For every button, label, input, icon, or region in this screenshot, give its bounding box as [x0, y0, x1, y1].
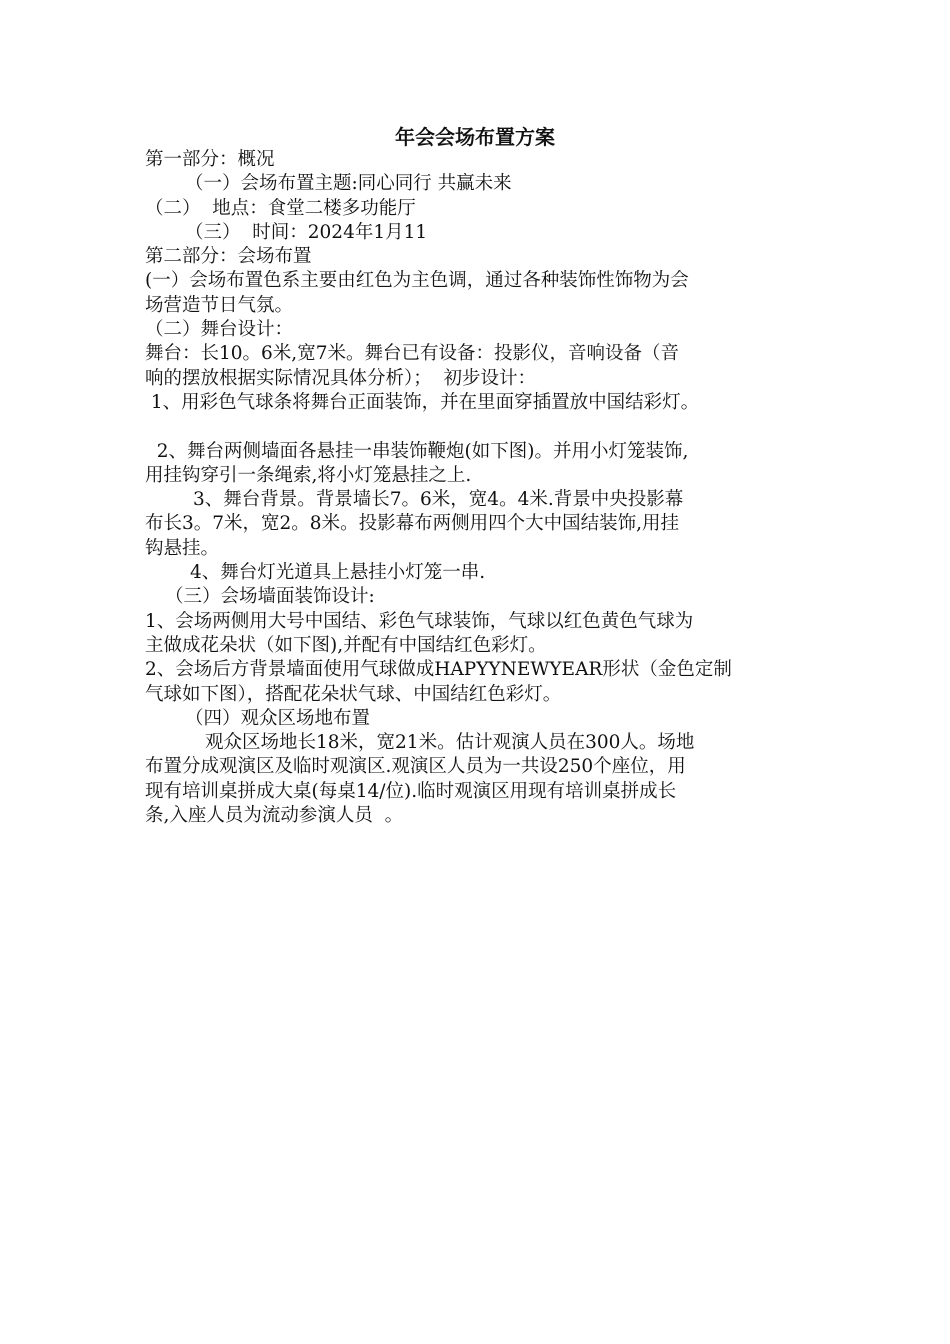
paragraph-line: 1、会场两侧用大号中国结、彩色气球装饰，气球以红色黄色气球为 — [145, 610, 694, 632]
paragraph-line: 主做成花朵状（如下图),并配有中国结红色彩灯。 — [145, 634, 547, 656]
paragraph-line: 第一部分：概况 — [145, 149, 275, 170]
paragraph-line: 场营造节日气氛。 — [145, 294, 294, 316]
document-body — [145, 148, 825, 828]
paragraph-line: 现有培训桌拼成大桌(每桌14/位).临时观演区用现有培训桌拼成长 — [145, 780, 677, 802]
paragraph-line: （三）会场墙面装饰设计: — [165, 586, 375, 608]
paragraph-line: 气球如下图），搭配花朵状气球、中国结红色彩灯。 — [145, 683, 562, 705]
document-title: 年会会场布置方案 — [395, 125, 555, 149]
paragraph-line: 布长3。7米，宽2。8米。投影幕布两侧用四个大中国结装饰,用挂 — [145, 513, 679, 535]
paragraph-line: (一）会场布置色系主要由红色为主色调，通过各种装饰性饰物为会 — [145, 270, 689, 292]
paragraph-line: 第二部分：会场布置 — [145, 246, 312, 268]
paragraph-line: 1、用彩色气球条将舞台正面装饰，并在里面穿插置放中国结彩灯。 — [145, 391, 700, 413]
paragraph-line: （二） 地点：食堂二楼多功能厅 — [145, 197, 416, 219]
paragraph-line: 响的摆放根据实际情况具体分析）； 初步设计： — [145, 367, 537, 389]
paragraph-line: 条,入座人员为流动参演人员 。 — [145, 805, 404, 827]
paragraph-line: （二）舞台设计： — [145, 319, 294, 341]
paragraph-line: 布置分成观演区及临时观演区.观演区人员为一共设250个座位，用 — [145, 756, 686, 778]
paragraph-line — [145, 415, 825, 439]
paragraph-line: 2、舞台两侧墙面各悬挂一串装饰鞭炮(如下图)。并用小灯笼装饰, — [145, 440, 689, 462]
paragraph-line: （三） 时间：2024年1月11 — [185, 221, 428, 243]
paragraph-line: 用挂钩穿引一条绳索,将小灯笼悬挂之上. — [145, 464, 472, 486]
paragraph-line: 观众区场地长18米，宽21米。估计观演人员在300人。场地 — [205, 732, 695, 754]
paragraph-line: （一）会场布置主题:同心同行 共赢未来 — [185, 173, 512, 195]
paragraph-line: （四）观众区场地布置 — [185, 707, 371, 729]
paragraph-line: 4、舞台灯光道具上悬挂小灯笼一串. — [190, 562, 486, 584]
paragraph-line: 舞台：长10。6米,宽7米。舞台已有设备：投影仪，音响设备（音 — [145, 343, 679, 365]
paragraph-line: 2、会场后方背景墙面使用气球做成HAPYYNEWYEAR形状（金色定制 — [145, 659, 732, 681]
paragraph-line: 钩悬挂。 — [145, 537, 220, 559]
paragraph-line: 3、舞台背景。背景墙长7。6米，宽4。4米.背景中央投影幕 — [193, 489, 684, 511]
